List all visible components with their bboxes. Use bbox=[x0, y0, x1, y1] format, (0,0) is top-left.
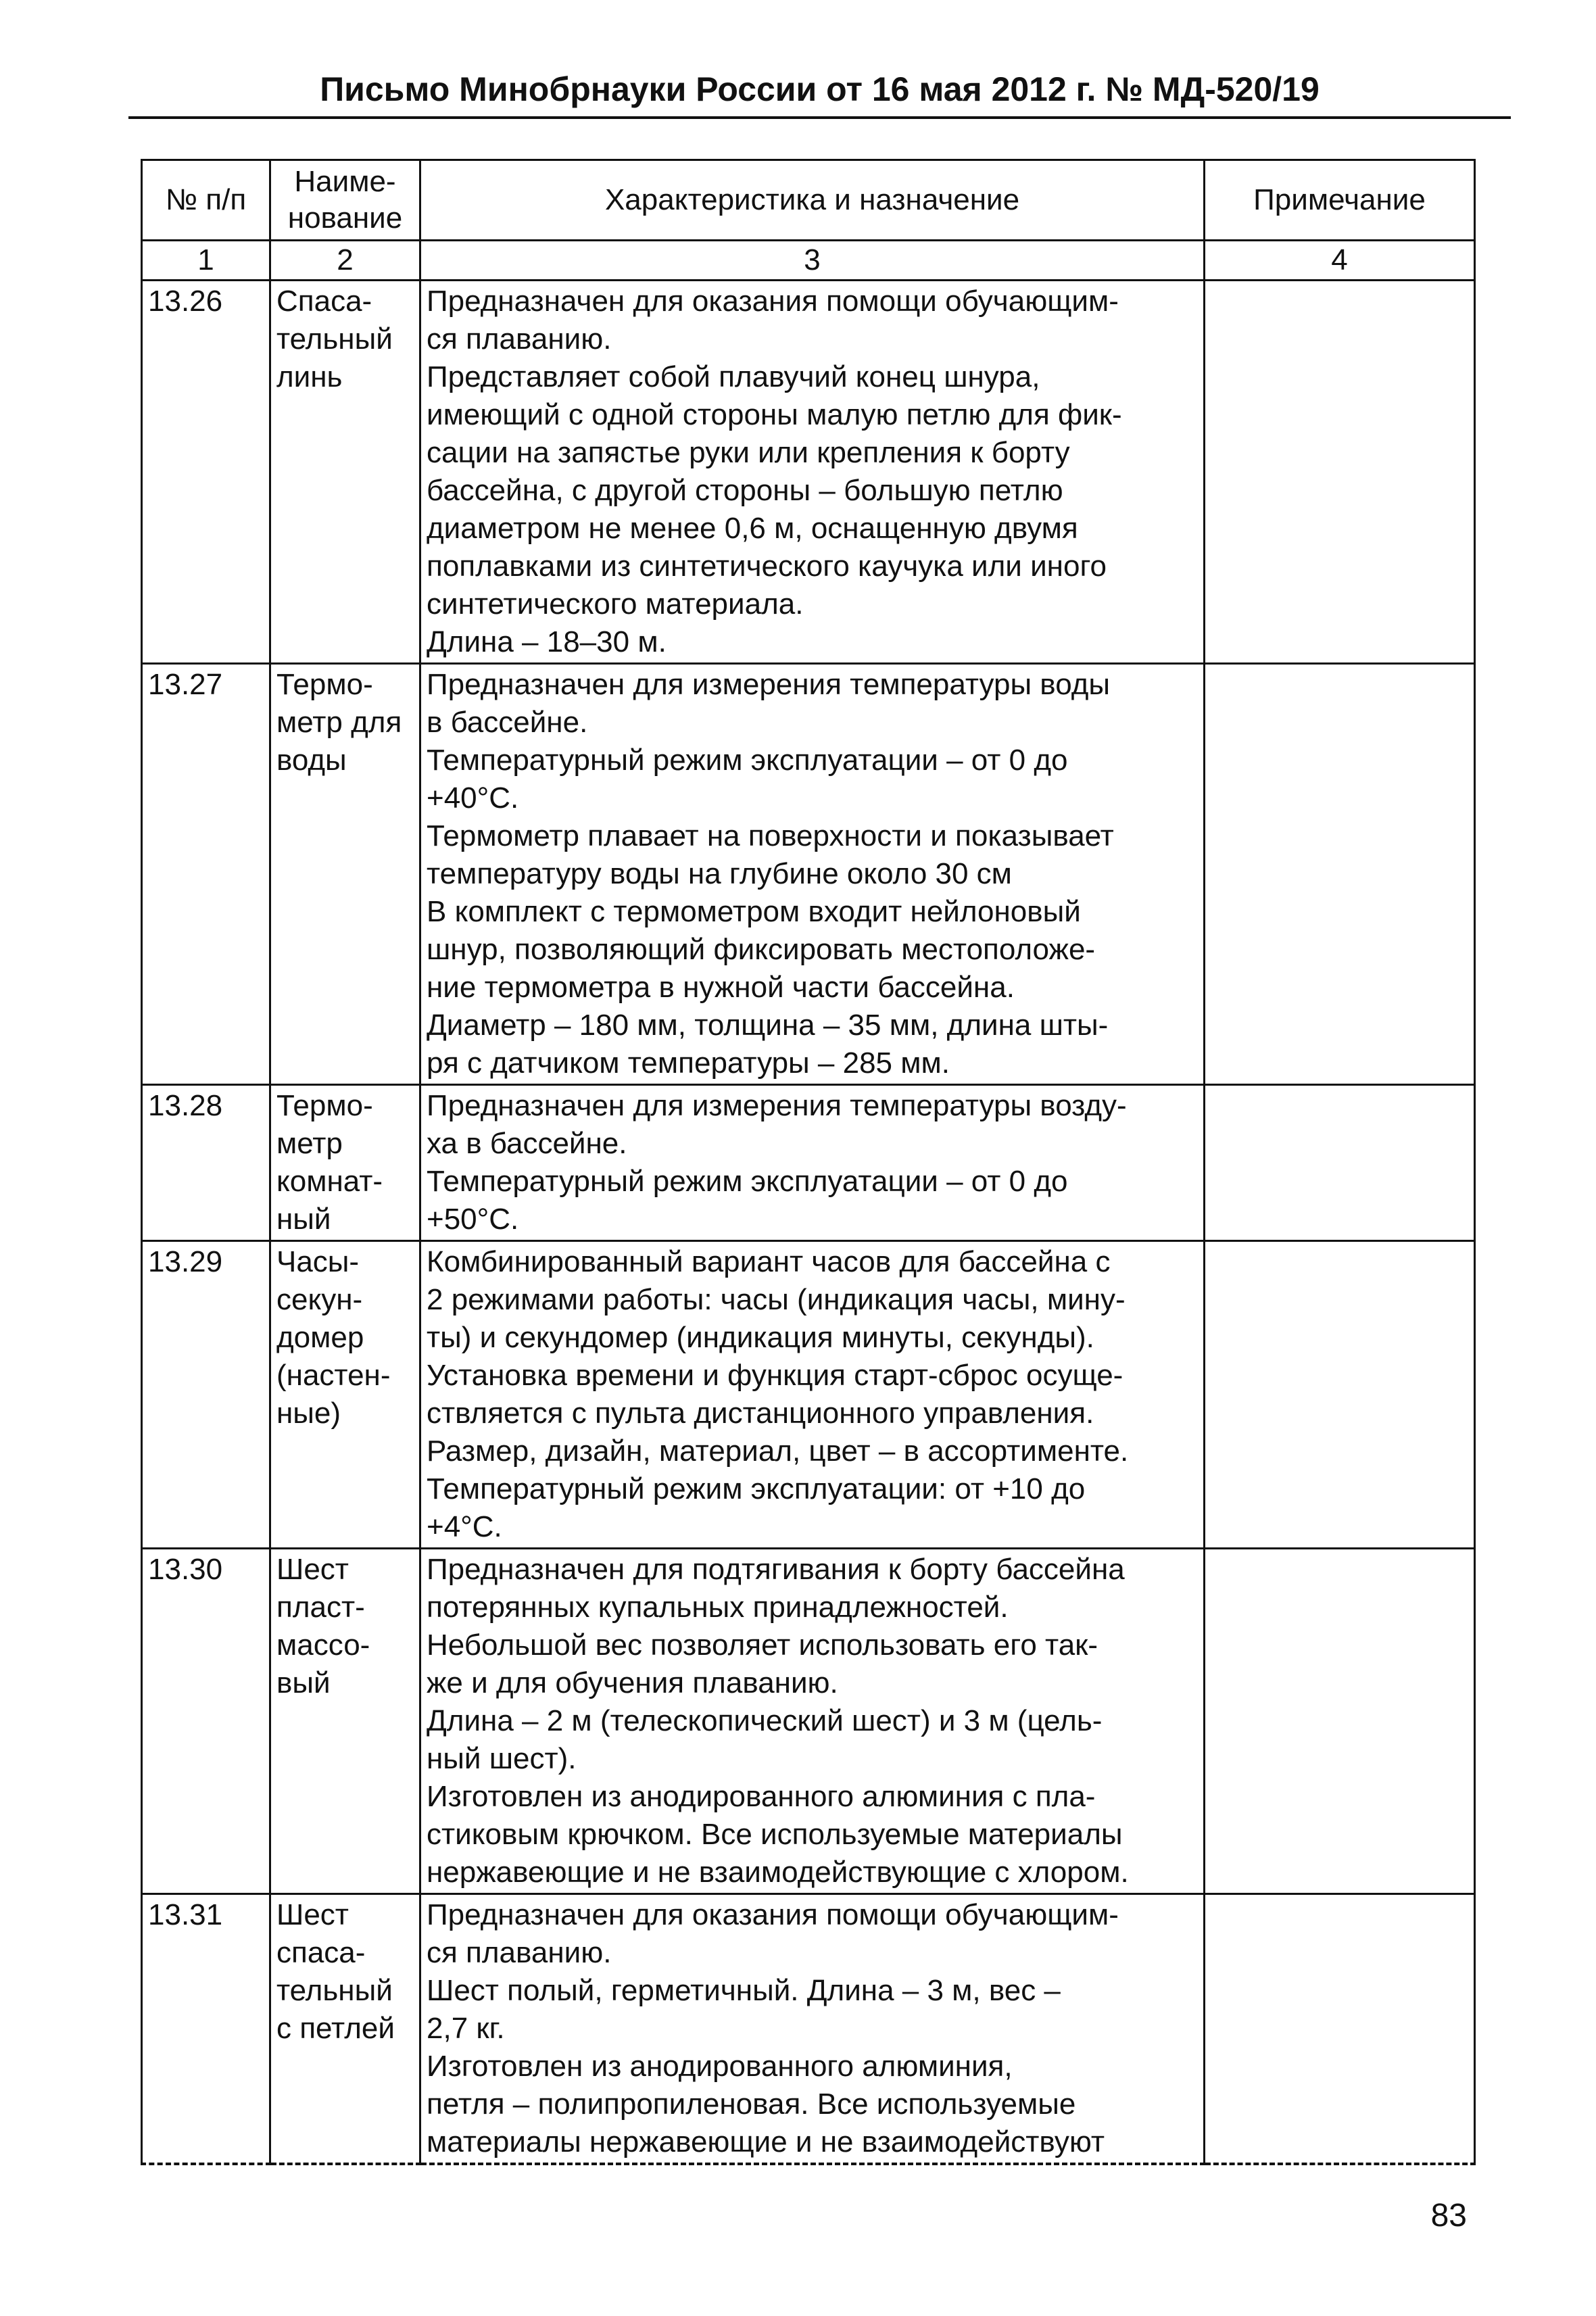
table-row bbox=[142, 281, 1475, 664]
row-number: 13.30 bbox=[142, 1549, 270, 1894]
item-name: Термо- метр для воды bbox=[270, 664, 420, 1085]
column-number: 4 bbox=[1205, 241, 1475, 281]
item-note bbox=[1205, 1241, 1475, 1549]
item-description: Предназначен для оказания помощи обучающим- ся плаванию. Представляет собой плавучий конец шнура, имеющий с одной стороны малую петлю для фик- сации на запястье руки или крепления к борту бассейна, с другой стороны – большую петлю диаметром не менее 0,6 м, оснащенную двумя поплавками из синтетического каучука или иного синтетического материала. Длина – 18–30 м. bbox=[420, 281, 1205, 664]
item-description: Комбинированный вариант часов для бассейна с 2 режимами работы: часы (индикация часы, мину- ты) и секундомер (индикация минуты, секунды). Установка времени и функция старт-сброс осуще- ствляется с пульта дистанционного управления. Размер, дизайн, материал, цвет – в ассортименте. Температурный режим эксплуатации: от +10 до +4°C. bbox=[420, 1241, 1205, 1549]
column-header-description: Характеристика и назначение bbox=[420, 160, 1205, 241]
table-row bbox=[142, 1085, 1475, 1241]
item-note bbox=[1205, 281, 1475, 664]
item-description: Предназначен для измерения температуры воды в бассейне. Температурный режим эксплуатации – от 0 до +40°C. Термометр плавает на поверхности и показывает температуру воды на глубине около 30 см В комплект с термометром входит нейлоновый шнур, позволяющий фиксировать местоположе- ние термометра в нужной части бассейна. Диаметр – 180 мм, толщина – 35 мм, длина шты- ря с датчиком температуры – 285 мм. bbox=[420, 664, 1205, 1085]
row-number: 13.26 bbox=[142, 281, 270, 664]
table-header-row bbox=[142, 160, 1475, 241]
item-description: Предназначен для измерения температуры возду- ха в бассейне. Температурный режим эксплуатации – от 0 до +50°C. bbox=[420, 1085, 1205, 1241]
column-numbers-row bbox=[142, 241, 1475, 281]
item-name: Часы- секун- домер (настен- ные) bbox=[270, 1241, 420, 1549]
row-number: 13.29 bbox=[142, 1241, 270, 1549]
column-number: 2 bbox=[270, 241, 420, 281]
column-header-note: Примечание bbox=[1205, 160, 1475, 241]
table-row bbox=[142, 1894, 1475, 2165]
item-name: Шест пласт- массо- вый bbox=[270, 1549, 420, 1894]
table-row bbox=[142, 1241, 1475, 1549]
item-description: Предназначен для оказания помощи обучающим- ся плаванию. Шест полый, герметичный. Длина – 3 м, вес – 2,7 кг. Изготовлен из анодированного алюминия, петля – полипропиленовая. Все используемые материалы нержавеющие и не взаимодействуют bbox=[420, 1894, 1205, 2165]
column-header-number: № п/п bbox=[142, 160, 270, 241]
page-number: 83 bbox=[1430, 2198, 1467, 2234]
row-number: 13.27 bbox=[142, 664, 270, 1085]
item-note bbox=[1205, 1894, 1475, 2165]
page-title: Письмо Минобрнауки России от 16 мая 2012 г. № МД-520/19 bbox=[128, 62, 1511, 119]
specification-table bbox=[141, 159, 1476, 2165]
table-row bbox=[142, 1549, 1475, 1894]
row-number: 13.28 bbox=[142, 1085, 270, 1241]
row-number: 13.31 bbox=[142, 1894, 270, 2165]
item-name: Шест спаса- тельный с петлей bbox=[270, 1894, 420, 2165]
column-header-name: Наиме- нование bbox=[270, 160, 420, 241]
item-description: Предназначен для подтягивания к борту бассейна потерянных купальных принадлежностей. Небольшой вес позволяет использовать его так- же и для обучения плаванию. Длина – 2 м (телескопический шест) и 3 м (цель- ный шест). Изготовлен из анодированного алюминия с пла- стиковым крючком. Все используемые материалы нержавеющие и не взаимодействующие с хлором. bbox=[420, 1549, 1205, 1894]
item-note bbox=[1205, 1549, 1475, 1894]
column-number: 3 bbox=[420, 241, 1205, 281]
item-name: Термо- метр комнат- ный bbox=[270, 1085, 420, 1241]
item-note bbox=[1205, 664, 1475, 1085]
column-number: 1 bbox=[142, 241, 270, 281]
table-row bbox=[142, 664, 1475, 1085]
item-note bbox=[1205, 1085, 1475, 1241]
item-name: Спаса- тельный линь bbox=[270, 281, 420, 664]
